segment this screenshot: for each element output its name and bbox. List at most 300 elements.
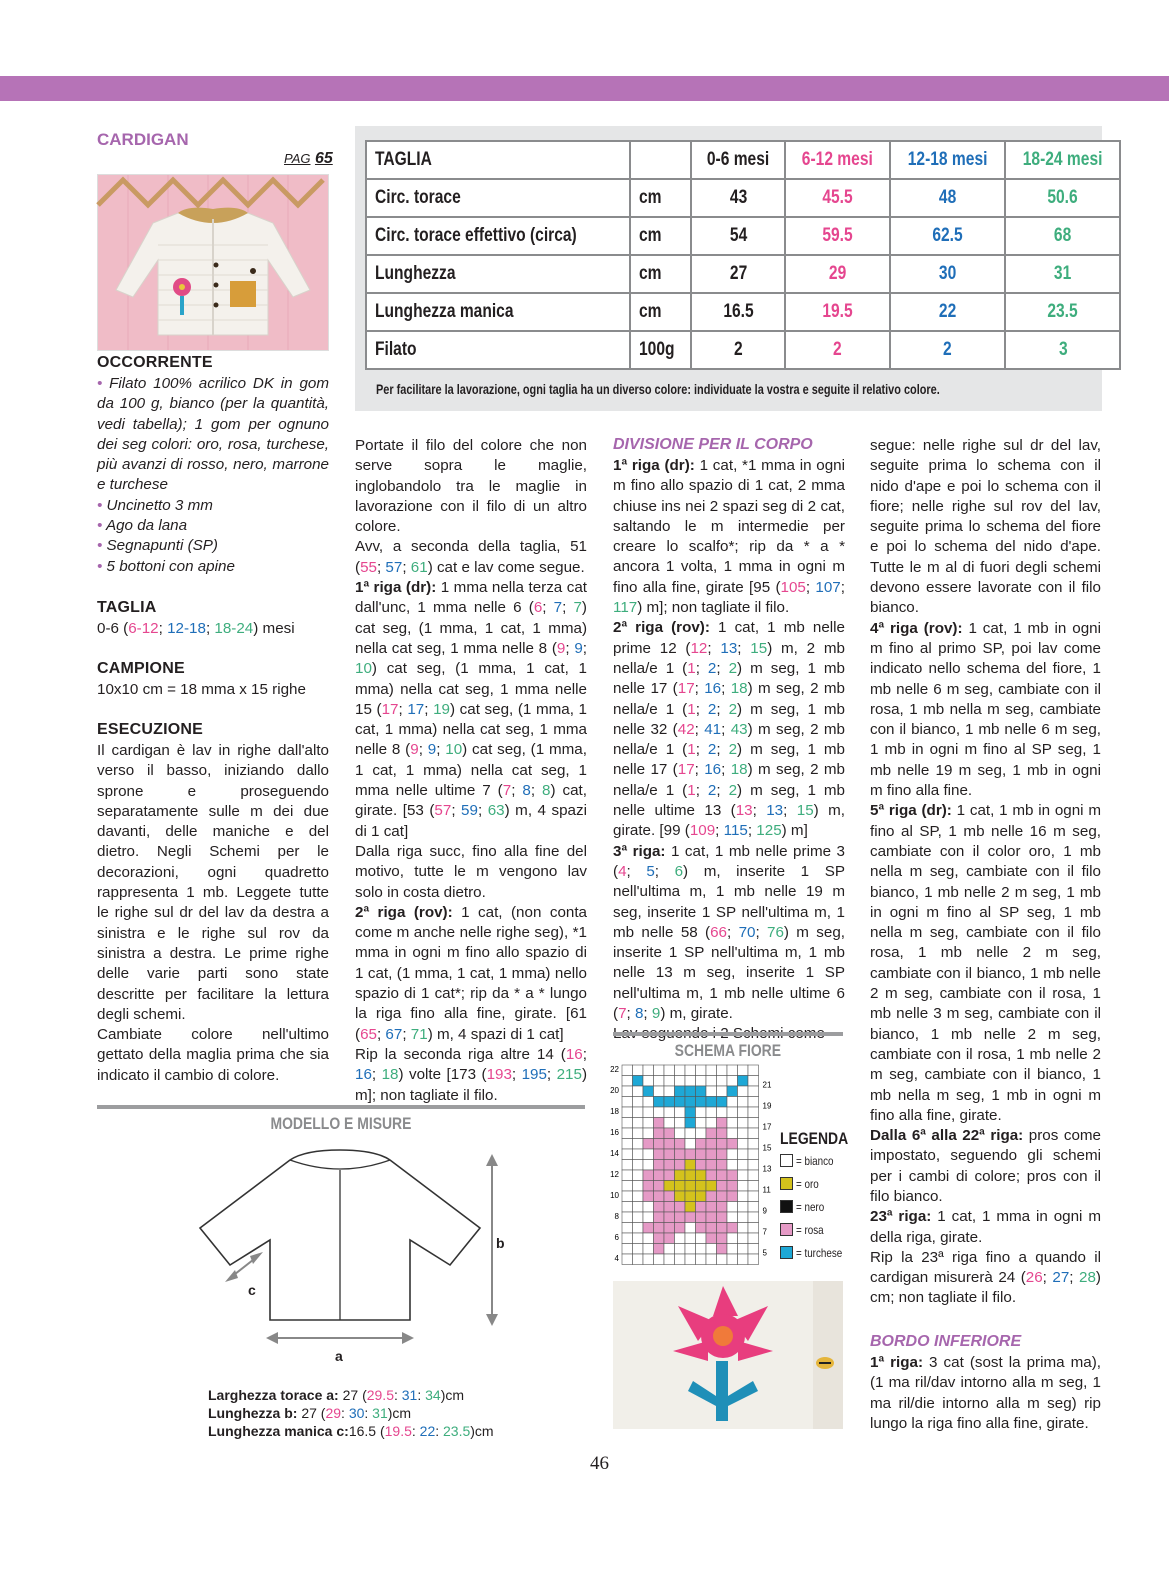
chart-cell <box>717 1149 728 1160</box>
chart-cell <box>675 1170 686 1181</box>
chart-row-number: 14 <box>610 1149 619 1158</box>
chart-row-number: 5 <box>762 1248 767 1258</box>
label-a: a <box>335 1348 343 1364</box>
table-cell: 31 <box>1005 255 1120 293</box>
chart-cell <box>654 1097 665 1108</box>
chart-cell <box>696 1065 707 1076</box>
chart-cell <box>706 1076 717 1087</box>
chart-cell <box>738 1076 749 1087</box>
row-instruction: 2ª riga (rov): 1 cat, 1 mb nelle prime 12 (12; 13; 15) m, 2 mb nella/e 1 (1; 2; 2) m seg, 1 mb nelle 17 (17; 16; 18) m seg, 2 mb nella/e 1 (1; 2; 2) m seg, 1 mb nelle 32 (42; 41; 43) m seg, 2 mb nella/e 1 (1; 2; 2) m seg, 1 mb nelle 17 (17; 16; 18) m seg, 2 mb nella/e 1 (1; 2; 2) m seg, 1 mb nelle ultime 13 (13; 13; 15) m, girate. [99 (109; 115; 125) m] <box>613 619 845 840</box>
chart-cell <box>748 1212 759 1223</box>
chart-cell <box>738 1139 749 1150</box>
materials-list <box>97 374 329 577</box>
chart-cell <box>685 1181 696 1192</box>
esecuzione-heading: ESECUZIONE <box>97 721 204 738</box>
chart-cell <box>643 1128 654 1139</box>
table-cell: 68 <box>1005 217 1120 255</box>
row-instruction: 23ª riga: 1 cat, 1 mma in ogni m della riga, girate. <box>870 1208 1101 1246</box>
chart-cell <box>664 1244 675 1255</box>
chart-cell <box>738 1086 749 1097</box>
table-cell: 23.5 <box>1005 293 1120 331</box>
chart-row-number: 9 <box>762 1206 767 1216</box>
chart-cell <box>685 1065 696 1076</box>
chart-cell <box>717 1128 728 1139</box>
table-cell: 43 <box>691 179 785 217</box>
chart-cell <box>696 1223 707 1234</box>
chart-cell <box>696 1076 707 1087</box>
chart-cell <box>727 1128 738 1139</box>
paragraph: Avv, a seconda della taglia, 51 (55; 57; 61) cat e lav come segue. <box>355 538 587 576</box>
chart-cell <box>696 1160 707 1171</box>
chart-cell <box>738 1244 749 1255</box>
chart-cell <box>748 1107 759 1118</box>
chart-cell <box>706 1065 717 1076</box>
chart-cell <box>706 1107 717 1118</box>
chart-cell <box>633 1191 644 1202</box>
chart-cell <box>622 1181 633 1192</box>
chart-row-number: 11 <box>762 1185 771 1195</box>
instructions-col4 <box>870 436 1101 1309</box>
chart-cell <box>675 1128 686 1139</box>
chart-cell <box>654 1065 665 1076</box>
chart-cell <box>654 1212 665 1223</box>
chart-cell <box>675 1139 686 1150</box>
chart-cell <box>675 1233 686 1244</box>
chart-cell <box>675 1076 686 1087</box>
table-cell: 16.5 <box>691 293 785 331</box>
chart-cell <box>748 1170 759 1181</box>
pag-label: PAG <box>284 151 311 166</box>
chart-cell <box>675 1254 686 1265</box>
chart-cell <box>654 1223 665 1234</box>
list-item: • Filato 100% acrilico DK in gom da 100 g, bianco (per la quantità, vedi tabella); 1 gom per ognuno dei seg colori: oro, rosa, turchese, più avanzi di rosso, nero, marrone e turchese <box>97 375 329 494</box>
chart-cell <box>664 1107 675 1118</box>
page-number: 46 <box>590 1453 609 1474</box>
chart-cell <box>738 1107 749 1118</box>
taglia-sizes: 0-6 (6-12; 12-18; 18-24) mesi <box>97 620 295 637</box>
chart-cell <box>633 1233 644 1244</box>
label-c: c <box>248 1282 256 1298</box>
table-cell: 54 <box>691 217 785 255</box>
chart-cell <box>675 1202 686 1213</box>
garment-diagram <box>180 1140 520 1380</box>
chart-cell <box>685 1170 696 1181</box>
chart-cell <box>738 1233 749 1244</box>
chart-cell <box>654 1191 665 1202</box>
row-instruction: 1ª riga (dr): 1 mma nella terza cat dall'unc, 1 mma nelle 6 (6; 7; 7) cat seg, (1 mma, 1 cat, 1 mma) nella cat seg, 1 mma nelle 8 (9; 9; 10) cat seg, (1 mma, 1 cat, 1 mma) nella cat seg, 1 mma nelle 15 (17; 17; 19) cat seg, (1 mma, 1 cat, 1 mma) nella cat seg, 1 mma nelle 8 (9; 9; 10) cat seg, (1 mma, 1 cat, 1 mma) nella cat seg, 1 mma nelle ultime 7 (7; 8; 8) cat, girate. [53 (57; 59; 63) m, 4 spazi di 1 cat] <box>355 579 587 840</box>
chart-cell <box>633 1139 644 1150</box>
chart-cell <box>622 1254 633 1265</box>
flower-chart <box>600 1063 770 1273</box>
chart-cell <box>727 1065 738 1076</box>
chart-cell <box>633 1118 644 1129</box>
chart-cell <box>664 1233 675 1244</box>
chart-cell <box>622 1191 633 1202</box>
chart-cell <box>685 1202 696 1213</box>
chart-cell <box>685 1233 696 1244</box>
chart-cell <box>706 1097 717 1108</box>
chart-cell <box>622 1212 633 1223</box>
chart-cell <box>654 1160 665 1171</box>
bordo-heading: BORDO INFERIORE <box>870 1333 1022 1350</box>
chart-cell <box>727 1086 738 1097</box>
chart-cell <box>643 1139 654 1150</box>
chart-cell <box>633 1065 644 1076</box>
chart-cell <box>706 1128 717 1139</box>
table-header-cell: 6-12 mesi <box>785 141 890 179</box>
chart-cell <box>748 1065 759 1076</box>
flower-photo <box>613 1281 843 1429</box>
chart-cell <box>696 1139 707 1150</box>
chart-row-number: 18 <box>610 1107 619 1116</box>
legend <box>780 1129 863 1264</box>
chart-cell <box>727 1233 738 1244</box>
chart-cell <box>633 1181 644 1192</box>
chart-cell <box>748 1223 759 1234</box>
chart-cell <box>696 1097 707 1108</box>
chart-row-number: 19 <box>762 1101 772 1111</box>
chart-cell <box>643 1233 654 1244</box>
chart-cell <box>654 1254 665 1265</box>
chart-cell <box>748 1233 759 1244</box>
chart-cell <box>685 1128 696 1139</box>
chart-cell <box>706 1160 717 1171</box>
chart-cell <box>633 1107 644 1118</box>
chart-cell <box>706 1170 717 1181</box>
chart-cell <box>622 1139 633 1150</box>
chart-cell <box>696 1212 707 1223</box>
chart-cell <box>633 1086 644 1097</box>
chart-cell <box>675 1107 686 1118</box>
chart-cell <box>633 1254 644 1265</box>
chart-cell <box>685 1118 696 1129</box>
chart-cell <box>717 1212 728 1223</box>
chart-row-number: 4 <box>614 1254 619 1263</box>
chart-cell <box>685 1254 696 1265</box>
table-cell: 48 <box>890 179 1005 217</box>
chart-cell <box>622 1128 633 1139</box>
chart-cell <box>738 1202 749 1213</box>
chart-cell <box>675 1118 686 1129</box>
chart-cell <box>685 1086 696 1097</box>
paragraph: Il cardigan è lav in righe dall'alto verso il basso, iniziando dallo sprone e proseguendo separatamente sulle m dei due davanti, delle maniche e del dietro. Negli Schemi per le decorazioni, ogni quadretto rappresenta 1 mb. Leggete tutte le righe sul dr del lav da destra a sinistra e le righe sul rov da sinistra a destra. Le prime righe delle varie parti sono state descritte per facilitare la lettura degli schemi. <box>97 742 329 1023</box>
legend-swatch <box>780 1223 793 1236</box>
chart-cell <box>748 1128 759 1139</box>
row-instruction: 5ª riga (dr): 1 cat, 1 mb in ogni m fino al SP, 1 mb nelle 16 m seg, cambiate con il color oro, 1 mb nella m seg, cambiate con il filo bianco, 1 mb nelle 2 m seg, 1 mb in ogni m fino al SP seg, 1 mb nella m seg, cambiate con il filo rosa, 1 mb nelle 2 m seg, cambiate con il bianco, 1 mb nelle 2 m seg, cambiate con il rosa, 1 mb nelle 3 m seg, cambiate con il bianco, 1 mb nelle 2 m seg, cambiate con il rosa, 1 mb nelle 2 m seg, cambiate con il bianco, 1 mb nella m seg, 1 mb in ogni m fino alla fine, girate. <box>870 802 1101 1124</box>
paragraph: Portate il filo del colore che non serve sopra le maglie, inglobandolo tra le maglie in lavorazione con il filo di un altro colore. <box>355 437 587 536</box>
chart-cell <box>643 1076 654 1087</box>
chart-cell <box>654 1107 665 1118</box>
chart-cell <box>675 1160 686 1171</box>
chart-cell <box>622 1223 633 1234</box>
row-instruction: 3ª riga: 1 cat, 1 mb nelle prime 3 (4; 5; 6) m, inserite 1 SP nell'ultima m, 1 mb nelle 19 m seg, inserite 1 SP nell'ultima m, 1 mb nelle 58 (66; 70; 76) m seg, inserite 1 SP nell'ultima m, 1 mb nelle 13 m seg, inserite 1 SP nell'ultima m, 1 mb nelle ultime 6 (7; 8; 9) m, girate. <box>613 842 845 1023</box>
chart-cell <box>654 1233 665 1244</box>
chart-cell <box>633 1202 644 1213</box>
table-row <box>366 217 1120 255</box>
chart-cell <box>748 1118 759 1129</box>
chart-row-number: 12 <box>610 1170 619 1179</box>
chart-cell <box>685 1149 696 1160</box>
chart-cell <box>738 1118 749 1129</box>
table-header-cell: 18-24 mesi <box>1005 141 1120 179</box>
table-cell: 19.5 <box>785 293 890 331</box>
chart-cell <box>664 1202 675 1213</box>
chart-cell <box>748 1149 759 1160</box>
chart-cell <box>696 1254 707 1265</box>
chart-cell <box>664 1212 675 1223</box>
chart-cell <box>622 1202 633 1213</box>
row-instruction: 1ª riga: 3 cat (sost la prima ma), (1 ma ril/dav intorno alla m seg, 1 ma ril/die intorno alla m seg) rip lungo la riga fino alla fine, girate. <box>870 1354 1101 1432</box>
chart-cell <box>738 1191 749 1202</box>
chart-cell <box>675 1065 686 1076</box>
chart-cell <box>654 1181 665 1192</box>
chart-cell <box>696 1170 707 1181</box>
taglia-heading: TAGLIA <box>97 599 157 616</box>
chart-cell <box>633 1170 644 1181</box>
chart-cell <box>706 1202 717 1213</box>
list-item: • Uncinetto 3 mm <box>97 496 213 514</box>
paragraph: segue: nelle righe sul dr del lav, seguite prima lo schema con il nido d'ape e poi lo schema con il fiore; nelle righe sul rov del lav, seguite prima lo schema del fiore e poi lo schema del nido d'ape. Tutte le m al di fuori degli schemi devono essere lavorate con il filo bianco. <box>870 437 1101 617</box>
chart-cell <box>717 1244 728 1255</box>
table-cell: 45.5 <box>785 179 890 217</box>
chart-cell <box>706 1181 717 1192</box>
chart-cell <box>727 1107 738 1118</box>
chart-row-number: 6 <box>614 1233 619 1242</box>
chart-cell <box>685 1139 696 1150</box>
table-cell: 30 <box>890 255 1005 293</box>
legend-swatch <box>780 1246 793 1259</box>
chart-row-number: 20 <box>610 1086 619 1095</box>
chart-cell <box>727 1223 738 1234</box>
chart-cell <box>717 1160 728 1171</box>
chart-cell <box>706 1254 717 1265</box>
chart-cell <box>727 1191 738 1202</box>
chart-cell <box>717 1065 728 1076</box>
chart-cell <box>748 1139 759 1150</box>
table-row <box>366 141 1120 179</box>
campione-text: 10x10 cm = 18 mma x 15 righe <box>97 681 306 698</box>
chart-cell <box>748 1097 759 1108</box>
chart-cell <box>748 1254 759 1265</box>
material-item: Segnapunti (SP) <box>106 537 218 555</box>
paragraph: Rip la 23ª riga fino a quando il cardigan misurerà 24 (26; 27; 28) cm; non tagliate il filo. <box>870 1248 1101 1307</box>
table-header-cell: 0-6 mesi <box>691 141 785 179</box>
chart-row-number: 15 <box>762 1143 772 1153</box>
chart-cell <box>717 1118 728 1129</box>
size-table <box>365 140 1121 370</box>
chart-cell <box>717 1097 728 1108</box>
chart-cell <box>675 1212 686 1223</box>
divisione-heading: DIVISIONE PER IL CORPO <box>613 436 813 453</box>
chart-cell <box>643 1118 654 1129</box>
chart-cell <box>664 1097 675 1108</box>
chart-cell <box>748 1181 759 1192</box>
chart-cell <box>622 1233 633 1244</box>
cardigan-photo <box>97 174 329 351</box>
table-cell: Filato <box>366 331 630 369</box>
legend-item: = oro <box>780 1172 863 1195</box>
chart-cell <box>717 1107 728 1118</box>
chart-cell <box>654 1149 665 1160</box>
chart-cell <box>643 1244 654 1255</box>
chart-cell <box>654 1139 665 1150</box>
paragraph: Dalla riga succ, fino alla fine del motivo, tutte le m vengono lav solo in costa dietro. <box>355 842 587 901</box>
row-instruction: 2ª riga (rov): 1 cat, (non conta come m anche nelle righe seg), *1 mma in ogni m fino allo spazio di 1 cat, (1 mma, 1 cat, 1 mma) nello spazio di 1 cat*; rip da * a * lungo la riga fino alla fine, girate. [61 (65; 67; 71) m, 4 spazi di 1 cat] <box>355 903 588 1043</box>
chart-cell <box>664 1191 675 1202</box>
material-item: 5 bottoni con apine <box>106 557 235 575</box>
material-item: Uncinetto 3 mm <box>106 496 213 514</box>
chart-cell <box>717 1254 728 1265</box>
table-cell: cm <box>630 217 691 255</box>
table-cell: 3 <box>1005 331 1120 369</box>
chart-row-number: 13 <box>762 1164 772 1174</box>
measure-row: Lunghezza b: 27 (29: 30: 31)cm <box>208 1405 412 1421</box>
legend-swatch <box>780 1200 793 1213</box>
legend-item: = turchese <box>780 1241 863 1264</box>
table-cell: 22 <box>890 293 1005 331</box>
chart-cell <box>738 1170 749 1181</box>
chart-cell <box>664 1118 675 1129</box>
chart-cell <box>727 1097 738 1108</box>
table-cell: Lunghezza manica <box>366 293 630 331</box>
chart-cell <box>727 1160 738 1171</box>
chart-cell <box>622 1244 633 1255</box>
chart-cell <box>738 1212 749 1223</box>
chart-cell <box>727 1076 738 1087</box>
material-item: Ago da lana <box>105 517 188 535</box>
table-cell: 100g <box>630 331 691 369</box>
header-color-bar <box>0 76 1169 101</box>
chart-cell <box>696 1233 707 1244</box>
chart-row-number: 10 <box>610 1191 619 1200</box>
measure-row: Larghezza torace a: 27 (29.5: 31: 34)cm <box>208 1387 465 1403</box>
chart-cell <box>738 1149 749 1160</box>
chart-cell <box>727 1149 738 1160</box>
chart-cell <box>727 1118 738 1129</box>
chart-cell <box>622 1149 633 1160</box>
table-header-cell: 12-18 mesi <box>890 141 1005 179</box>
table-row <box>366 331 1120 369</box>
esecuzione-text <box>97 741 329 1086</box>
table-cell: 29 <box>785 255 890 293</box>
chart-cell <box>664 1160 675 1171</box>
table-cell: cm <box>630 293 691 331</box>
legend-swatch <box>780 1177 793 1190</box>
table-cell: 62.5 <box>890 217 1005 255</box>
table-cell: 2 <box>691 331 785 369</box>
chart-cell <box>622 1097 633 1108</box>
material-item: Filato 100% acrilico DK in gom da 100 g, bianco (per la quantità, vedi tabella); 1 gom per ognuno dei seg colori: oro, rosa, turchese, più avanzi di rosso, nero, marrone e turchese <box>97 375 329 494</box>
instructions-col2 <box>355 436 587 1106</box>
chart-cell <box>717 1139 728 1150</box>
table-cell: Circ. torace effettivo (circa) <box>366 217 630 255</box>
chart-cell <box>748 1160 759 1171</box>
chart-cell <box>685 1160 696 1171</box>
chart-cell <box>706 1086 717 1097</box>
chart-cell <box>696 1191 707 1202</box>
chart-cell <box>696 1244 707 1255</box>
list-item: • Segnapunti (SP) <box>97 537 218 555</box>
legend-item: = rosa <box>780 1218 863 1241</box>
chart-cell <box>717 1076 728 1087</box>
chart-cell <box>643 1254 654 1265</box>
chart-cell <box>633 1097 644 1108</box>
table-row <box>366 255 1120 293</box>
chart-cell <box>654 1128 665 1139</box>
chart-cell <box>664 1149 675 1160</box>
table-note: Per facilitare la lavorazione, ogni taglia ha un diverso colore: individuate la vostra e seguite il relativo colore. <box>376 381 940 397</box>
size-table-box <box>355 126 1102 411</box>
chart-cell <box>643 1223 654 1234</box>
chart-cell <box>664 1086 675 1097</box>
chart-cell <box>696 1086 707 1097</box>
chart-cell <box>633 1160 644 1171</box>
chart-cell <box>643 1149 654 1160</box>
chart-cell <box>717 1181 728 1192</box>
chart-cell <box>727 1181 738 1192</box>
chart-cell <box>717 1202 728 1213</box>
table-cell: 59.5 <box>785 217 890 255</box>
chart-cell <box>654 1170 665 1181</box>
chart-cell <box>622 1065 633 1076</box>
chart-row-number: 16 <box>610 1128 619 1137</box>
chart-cell <box>654 1202 665 1213</box>
chart-cell <box>717 1223 728 1234</box>
chart-row-number: 17 <box>762 1122 772 1132</box>
instructions-col3 <box>613 456 845 1045</box>
measure-row: Lunghezza manica c:16.5 (19.5: 22: 23.5)cm <box>208 1423 494 1439</box>
row-instruction: Dalla 6ª alla 22ª riga: pros come impostato, seguendo gli schemi per i cambi di colore; pros con il filo bianco. <box>870 1127 1101 1205</box>
chart-cell <box>717 1191 728 1202</box>
chart-cell <box>706 1244 717 1255</box>
table-cell: Lunghezza <box>366 255 630 293</box>
chart-cell <box>717 1233 728 1244</box>
chart-cell <box>706 1139 717 1150</box>
table-cell: 50.6 <box>1005 179 1120 217</box>
chart-cell <box>675 1149 686 1160</box>
chart-cell <box>633 1244 644 1255</box>
table-cell: 2 <box>890 331 1005 369</box>
chart-title: SCHEMA FIORE <box>674 1041 782 1060</box>
chart-cell <box>633 1076 644 1087</box>
chart-cell <box>664 1254 675 1265</box>
chart-cell <box>643 1202 654 1213</box>
chart-cell <box>706 1233 717 1244</box>
list-item: • 5 bottoni con apine <box>97 557 235 575</box>
chart-cell <box>685 1223 696 1234</box>
chart-row-number: 7 <box>762 1227 767 1237</box>
chart-cell <box>706 1191 717 1202</box>
chart-cell <box>622 1170 633 1181</box>
chart-cell <box>706 1149 717 1160</box>
chart-cell <box>675 1244 686 1255</box>
chart-cell <box>685 1212 696 1223</box>
chart-cell <box>696 1181 707 1192</box>
row-instruction: 4ª riga (rov): 1 cat, 1 mb in ogni m fino al primo SP, poi lav come indicato nello schema del fiore, 1 mb nelle 6 m seg, cambiate con il rosa, 1 mb nella m seg, cambiate con il bianco, 1 mb nelle 6 m seg, 1 mb in ogni m fino al SP seg, 1 mb nelle 19 m seg, 1 mb in ogni m fino alla fine. <box>870 619 1101 800</box>
chart-cell <box>738 1128 749 1139</box>
chart-cell <box>738 1223 749 1234</box>
table-cell: Circ. torace <box>366 179 630 217</box>
measurements <box>208 1386 494 1440</box>
chart-cell <box>685 1107 696 1118</box>
list-item: • Ago da lana <box>97 517 188 535</box>
chart-cell <box>738 1097 749 1108</box>
chart-cell <box>643 1097 654 1108</box>
chart-cell <box>643 1160 654 1171</box>
chart-cell <box>633 1149 644 1160</box>
chart-cell <box>748 1244 759 1255</box>
pag-number: 65 <box>314 150 333 167</box>
